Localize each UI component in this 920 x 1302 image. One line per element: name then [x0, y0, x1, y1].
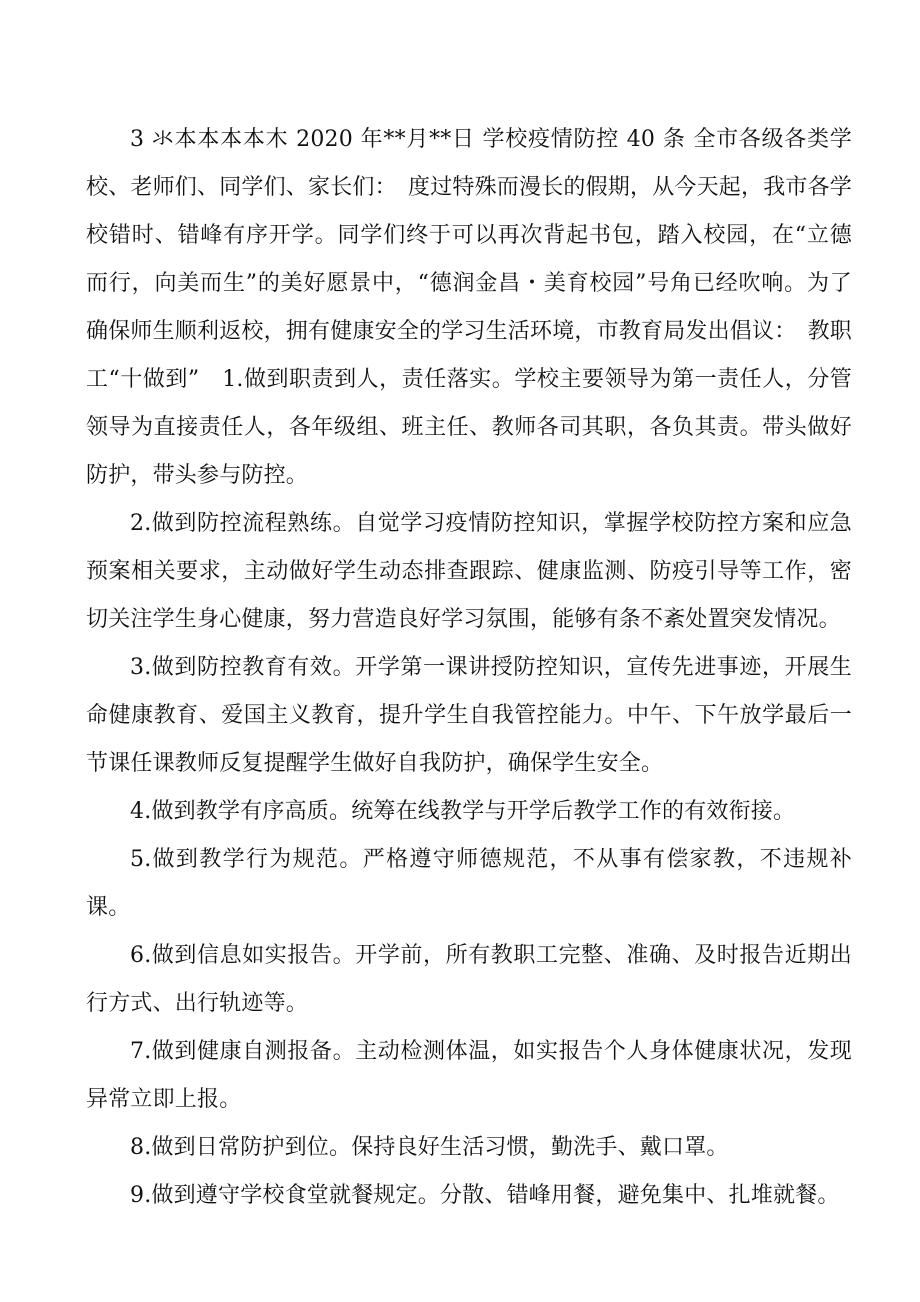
document-body: [86, 116, 852, 1220]
paragraph-6: 6.做到信息如实报告。开学前，所有教职工完整、准确、及时报告近期出行方式、出行轨迹等。: [86, 943, 852, 1016]
paragraph-4: 4.做到教学有序高质。统筹在线教学与开学后教学工作的有效衔接。: [130, 799, 796, 824]
paragraph-8: 8.做到日常防护到位。保持良好生活习惯，勤洗手、戴口罩。: [130, 1135, 729, 1160]
paragraph-3: 3.做到防控教育有效。开学第一课讲授防控知识，宣传先进事迹，开展生命健康教育、爱国主义教育，提升学生自我管控能力。中午、下午放学最后一节课任课教师反复提醒学生做好自我防护，确保学生安全。: [86, 655, 852, 776]
paragraph-5: 5.做到教学行为规范。严格遵守师德规范，不从事有偿家教，不违规补课。: [86, 847, 852, 920]
paragraph-1: 3 氺本本本本木 2020 年**月**日 学校疫情防控 40 条 全市各级各类学校、老师们、同学们、家长们： 度过特殊而漫长的假期，从今天起，我市各学校错时、错峰有序开学。同学们终于可以再次背起书包，踏入校园，在“立德而行，向美而生”的美好愿景中，“德润金昌・美育校园”号角已经吹响。为了确保师生顺利返校，拥有健康安全的学习生活环境，市教育局发出倡议： 教职工“十做到” 1.做到职责到人，责任落实。学校主要领导为第一责任人，分管领导为直接责任人，各年级组、班主任、教师各司其职，各负其责。带头做好防护，带头参与防控。: [86, 127, 853, 488]
paragraph-7: 7.做到健康自测报备。主动检测体温，如实报告个人身体健康状况，发现异常立即上报。: [86, 1039, 852, 1112]
paragraph-2: 2.做到防控流程熟练。自觉学习疫情防控知识，掌握学校防控方案和应急预案相关要求，主动做好学生动态排查跟踪、健康监测、防疫引导等工作，密切关注学生身心健康，努力营造良好学习氛围，能够有条不紊处置突发情况。: [86, 511, 852, 632]
paragraph-9: 9.做到遵守学校食堂就餐规定。分散、错峰用餐，避免集中、扎堆就餐。: [130, 1183, 840, 1208]
